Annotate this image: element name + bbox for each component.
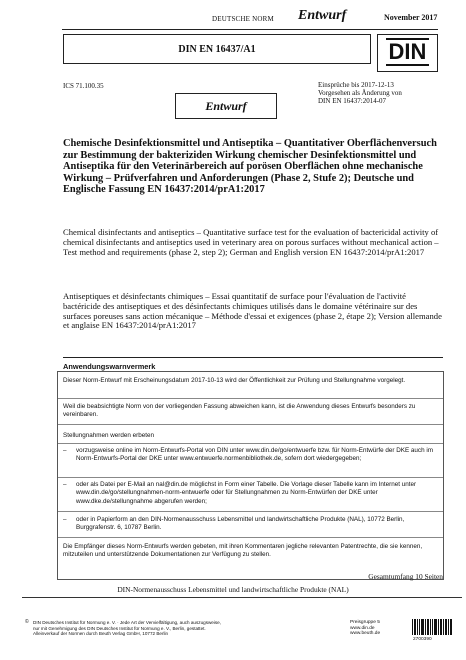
din-logo [377,34,438,72]
document-number: 2700390 [413,637,432,642]
notice-list-item [63,516,435,533]
barcode-icon [412,619,452,635]
notice-separator [58,443,443,444]
page-count: Gesamtumfang 10 Seiten [368,572,443,581]
objection-line: Vorgesehen als Änderung von [318,89,402,97]
list-item-text: oder als Datei per E-Mail an nal@din.de möglichst in Form einer Tabelle. Die Vorlage dieser Tabelle kann im Internet unter www.din.de/go/stellungnahmen-norm-entwuerfe oder für Stellungnahmen zu Norm-Entwürfen der DKE unter www.dke.de/stellungnahme abgerufen werden; [76,481,417,505]
copyright-line: nur mit Genehmigung des DIN Deutsches Institut für Normung e. V., Berlin, gestattet. [33,625,206,631]
price-group [350,620,380,637]
price-group-label: Preisgruppe 5 [350,620,380,625]
title-german: Chemische Desinfektionsmittel und Antiseptika – Quantitativer Oberflächenversuch zur Bestimmung der bakteriziden Wirkung chemischer Desinfektionsmittel und Antiseptika für den Veterinärbereich auf porösen Oberflächen ohne mechanische Wirkung – Prüfverfahren und Anforderungen (Phase 2, Stufe 2); Deutsche und Englische Fassung EN 16437:2014/prA1:2017 [63,138,437,196]
list-dash: – [63,447,67,454]
notice-paragraph: Stellungnahmen werden erbeten [63,432,155,439]
notice-paragraph: Dieser Norm-Entwurf mit Erscheinungsdatum 2017-10-13 wird der Öffentlichkeit zur Prüfung und Stellungnahme vorgelegt. [63,377,406,384]
copyright-line: Alleinverkauf der Normen durch Beuth Verlag GmbH, 10772 Berlin [33,631,169,637]
notice-separator [58,537,443,538]
header-rule [62,29,438,30]
copyright-line: DIN Deutsches Institut für Normung e. V. · Jede Art der Vervielfältigung, auch auszugsweise, [33,620,222,625]
standard-number-box [63,34,371,64]
header-org: DEUTSCHE NORM [212,15,274,23]
copyright-notice [25,619,293,637]
copyright-symbol: © [25,619,29,625]
notice-paragraph: Die Empfänger dieses Norm-Entwurfs werden gebeten, mit ihren Kommentaren jegliche relevanten Patentrechte, die sie kennen, mitzuteilen und unterstützende Dokumentationen zur Verfügung zu stellen. [63,543,423,559]
header-status: Entwurf [298,8,347,23]
objection-line: DIN EN 16437:2014-07 [318,97,387,105]
notice-list-item [63,447,435,464]
notice-separator [58,424,443,425]
din-logo-text: DIN [388,39,427,64]
standard-number: DIN EN 16437/A1 [178,43,256,55]
notice-separator [58,477,443,478]
title-french: Antiseptiques et désinfectants chimiques – Essai quantitatif de surface pour l'évaluation de l'activité bactéricide des antiseptiques et des désinfectants chimiques utilisés dans le domaine vétérinaire sur des surfaces poreuses sans action mécanique – Méthode d'essai et exigences (phase 2, étape 2); Version allemande et anglaise EN 16437:2014/prA1:2017 [63,291,442,331]
committee-name: DIN-Normenausschuss Lebensmittel und landwirtschaftliche Produkte (NAL) [117,585,349,594]
objection-line: Einsprüche bis 2017-12-13 [318,81,394,89]
title-english: Chemical disinfectants and antiseptics – Quantitative surface test for the evaluation of bactericidal activity of chemical disinfectants and antiseptics used in veterinary area on porous surfaces without mechanical action – Test method and requirements (phase 2, step 2); German and English version EN 16437:2014/prA1:2017 [63,227,439,257]
objection-info [318,81,446,105]
header-date: November 2017 [384,13,438,22]
list-dash: – [63,516,67,523]
notice-separator [58,398,443,399]
list-dash: – [63,481,67,488]
ics-code: ICS 71.100.35 [63,82,104,90]
list-item-text: vorzugsweise online im Norm-Entwurfs-Portal von DIN unter www.din.de/go/entwuerfe bzw. für Norm-Entwürfe der DKE auch im Norm-Entwurfs-Portal der DKE unter www.entwuerfe.normenbibliothek.de, sofern dort wiedergegeben; [76,447,433,463]
beuth-url: www.beuth.de [350,631,381,637]
list-item-text: oder in Papierform an den DIN-Normenausschuss Lebensmittel und landwirtschaftliche Produkte (NAL), 10772 Berlin, Burggrafenstr. 6, 10787 Berlin. [76,516,405,532]
footer-rule [22,597,462,598]
draft-label-box [175,93,277,119]
din-url: www.din.de [350,625,375,631]
title-divider [63,357,443,358]
notice-paragraph: Weil die beabsichtigte Norm von der vorliegenden Fassung abweichen kann, ist die Anwendung dieses Entwurfs besonders zu vereinbaren. [63,403,416,419]
notice-separator [58,511,443,512]
notice-list-item [63,481,435,506]
logo-bottom-line [386,64,429,66]
draft-label: Entwurf [205,98,247,113]
notice-heading: Anwendungswarnvermerk [63,362,156,371]
